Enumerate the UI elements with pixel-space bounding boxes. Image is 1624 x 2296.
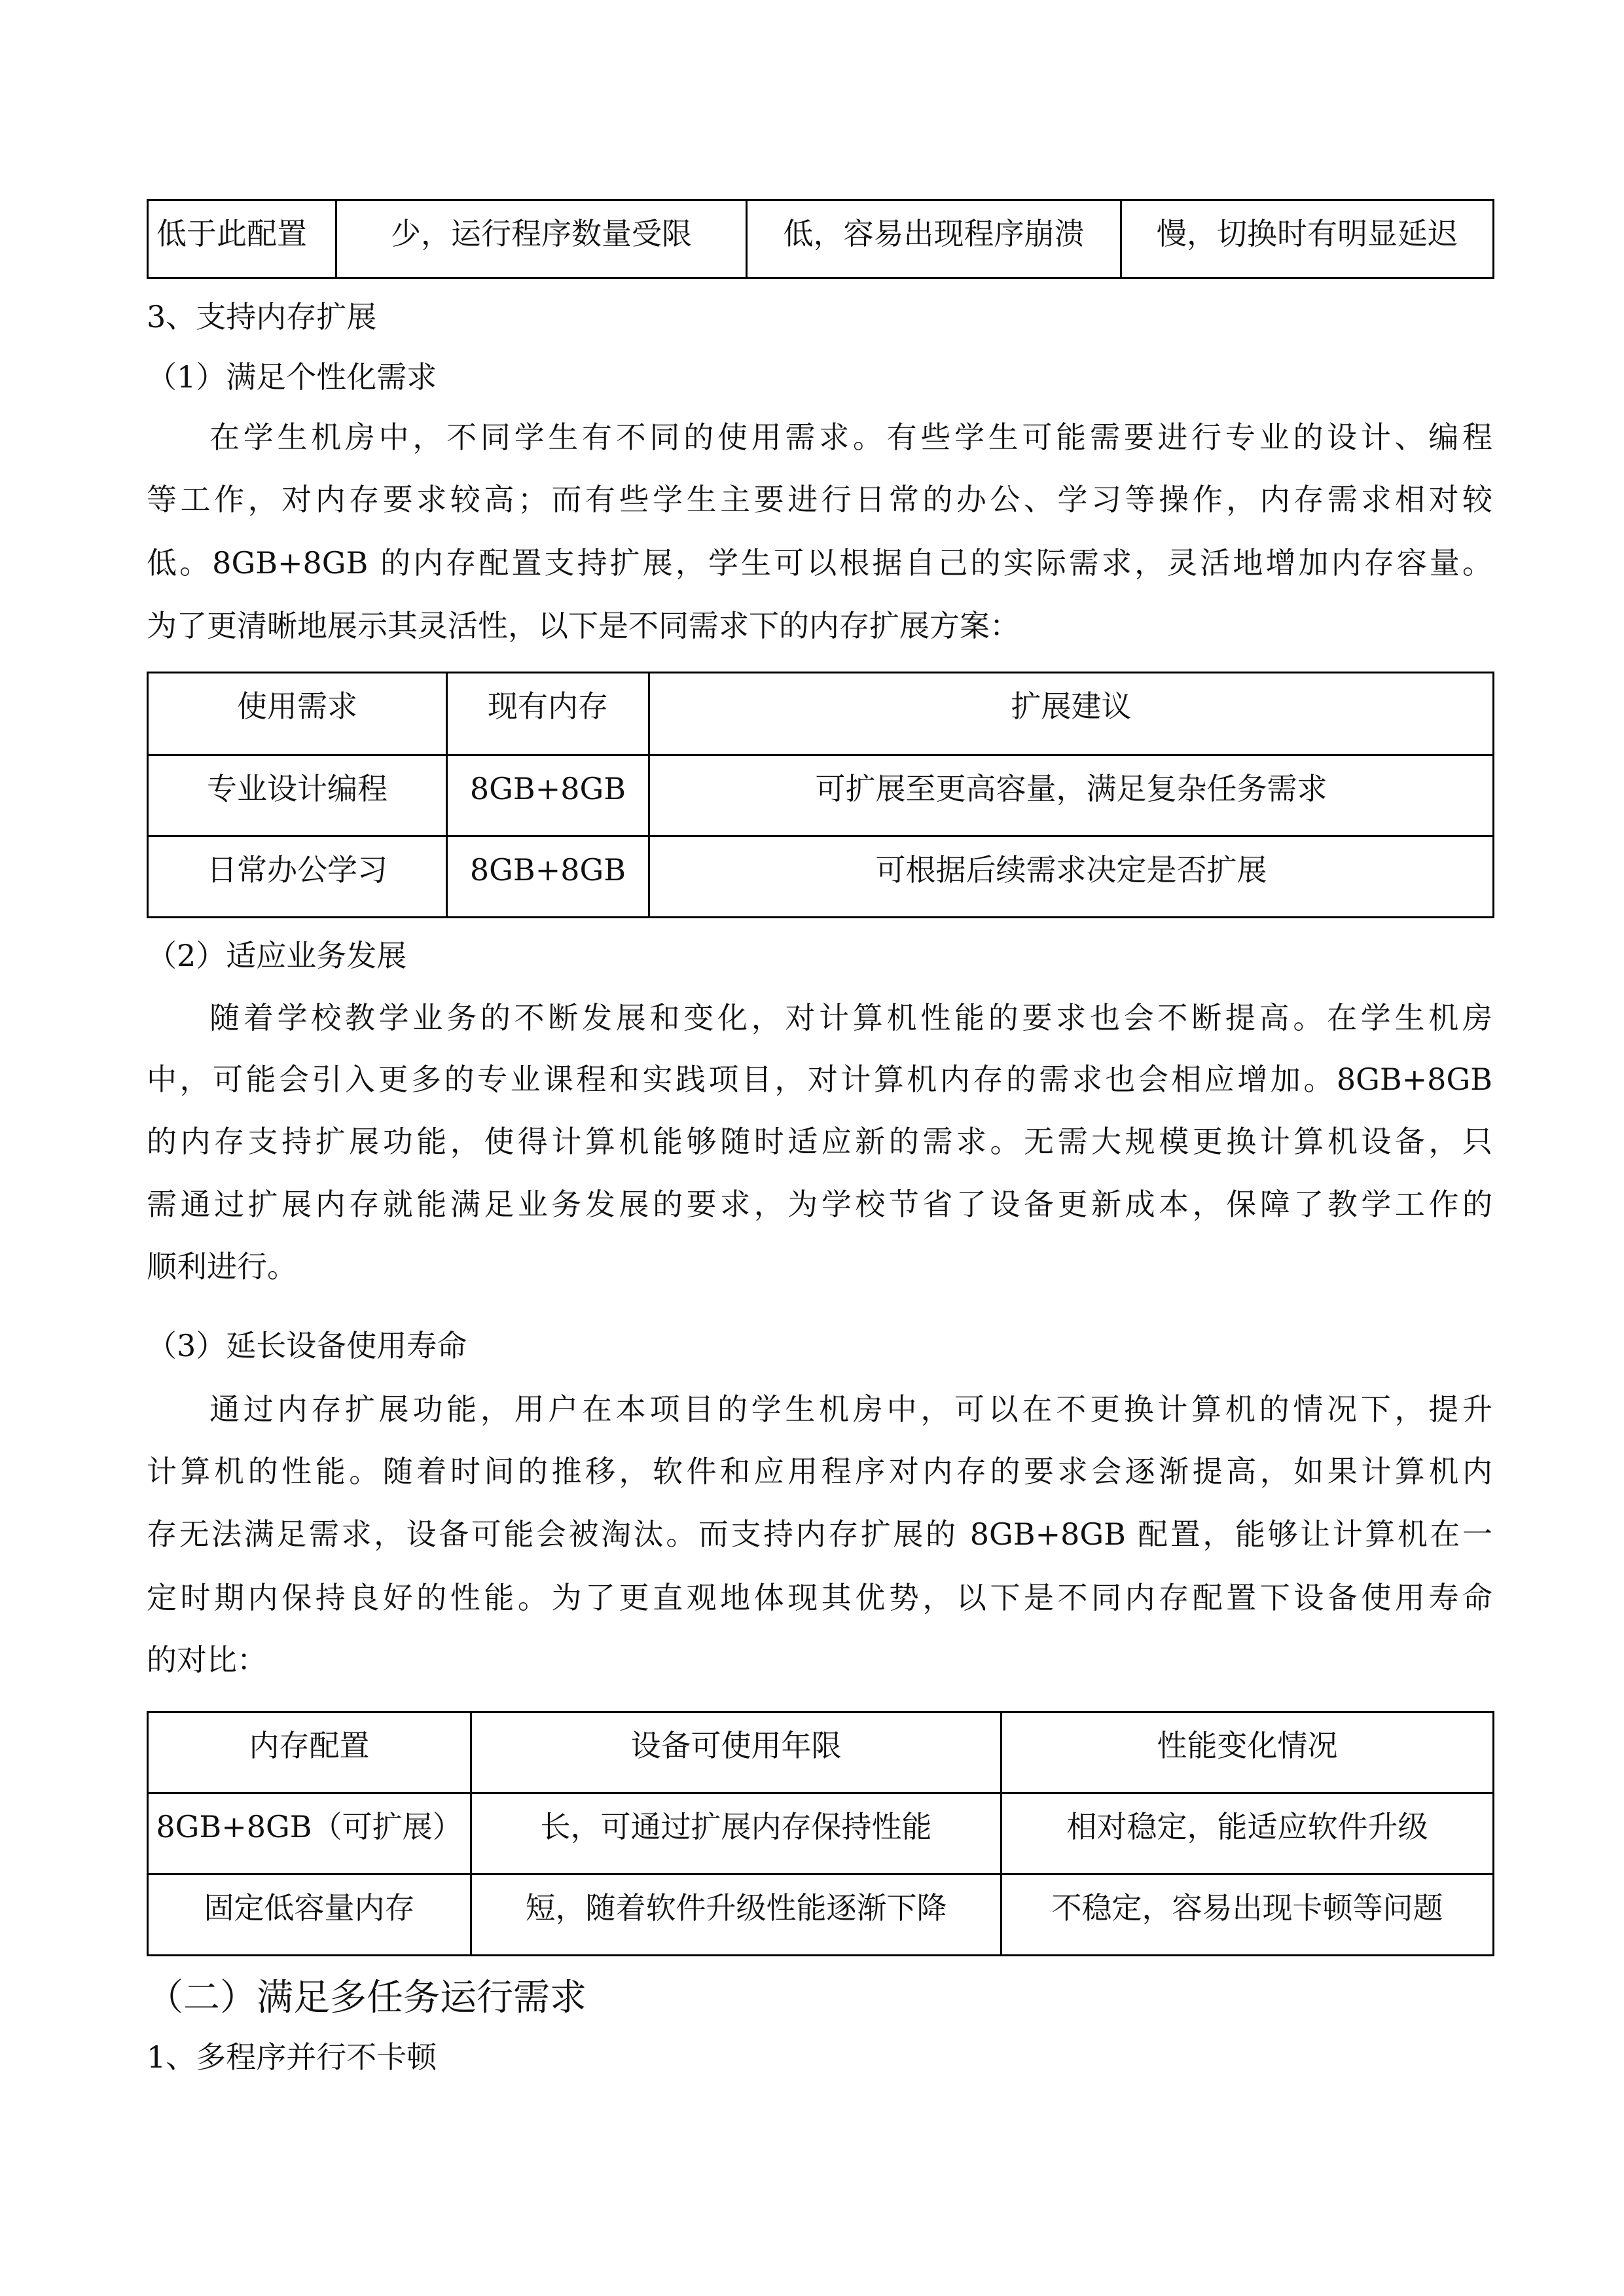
paragraph-line: 定时期内保持良好的性能。为了更直观地体现其优势，以下是不同内存配置下设备使用寿命 xyxy=(147,1580,1492,1615)
table-cell: 8GB+8GB xyxy=(447,755,649,836)
table-header: 扩展建议 xyxy=(649,673,1494,755)
table-header: 内存配置 xyxy=(148,1712,471,1793)
table-header-row xyxy=(148,673,1494,755)
subsection-heading: （3）延长设备使用寿命 xyxy=(147,1328,467,1363)
table-row xyxy=(148,836,1494,918)
table-cell: 少，运行程序数量受限 xyxy=(336,200,747,278)
paragraph-line: 存无法满足需求，设备可能会被淘汰。而支持内存扩展的 8GB+8GB 配置，能够让计算机在一 xyxy=(147,1516,1492,1552)
table-cell: 相对稳定，能适应软件升级 xyxy=(1001,1793,1494,1874)
paragraph-line: 等工作，对内存要求较高；而有些学生主要进行日常的办公、学习等操作，内存需求相对较 xyxy=(147,482,1492,517)
table-cell: 专业设计编程 xyxy=(148,755,447,836)
paragraph-line: 通过内存扩展功能，用户在本项目的学生机房中，可以在不更换计算机的情况下，提升 xyxy=(209,1391,1492,1427)
table-row xyxy=(148,200,1494,278)
subsection-heading: （2）适应业务发展 xyxy=(147,938,407,973)
chapter-heading: （二）满足多任务运行需求 xyxy=(147,1977,586,2019)
previous-comparison-table xyxy=(147,199,1494,279)
memory-expansion-table xyxy=(147,672,1494,918)
paragraph-line: 的对比： xyxy=(147,1642,267,1677)
table-header: 设备可使用年限 xyxy=(471,1712,1001,1793)
paragraph-line: 中，可能会引入更多的专业课程和实践项目，对计算机内存的需求也会相应增加。8GB+8GB xyxy=(147,1062,1492,1097)
table-cell: 慢，切换时有明显延迟 xyxy=(1121,200,1494,278)
table-header: 现有内存 xyxy=(447,673,649,755)
table-cell: 可根据后续需求决定是否扩展 xyxy=(649,836,1494,918)
paragraph-line: 的内存支持扩展功能，使得计算机能够随时适应新的需求。无需大规模更换计算机设备，只 xyxy=(147,1124,1492,1159)
lifespan-comparison-table xyxy=(147,1711,1494,1956)
section-heading: 3、支持内存扩展 xyxy=(147,299,377,334)
section-heading: 1、多程序并行不卡顿 xyxy=(147,2039,437,2075)
paragraph-line: 随着学校教学业务的不断发展和变化，对计算机性能的要求也会不断提高。在学生机房 xyxy=(209,1000,1492,1035)
paragraph-line: 顺利进行。 xyxy=(147,1249,297,1284)
table-row xyxy=(148,1793,1494,1874)
table-cell: 低于此配置 xyxy=(148,200,336,278)
paragraph-line: 为了更清晰地展示其灵活性，以下是不同需求下的内存扩展方案： xyxy=(147,608,1020,643)
table-row xyxy=(148,755,1494,836)
table-cell: 可扩展至更高容量，满足复杂任务需求 xyxy=(649,755,1494,836)
table-header: 性能变化情况 xyxy=(1001,1712,1494,1793)
table-cell: 长，可通过扩展内存保持性能 xyxy=(471,1793,1001,1874)
table-row xyxy=(148,1874,1494,1956)
table-cell: 8GB+8GB（可扩展） xyxy=(148,1793,471,1874)
table-cell: 低，容易出现程序崩溃 xyxy=(747,200,1121,278)
paragraph-line: 低。8GB+8GB 的内存配置支持扩展，学生可以根据自己的实际需求，灵活地增加内存容量。 xyxy=(147,545,1492,581)
table-cell: 8GB+8GB xyxy=(447,836,649,918)
table-cell: 固定低容量内存 xyxy=(148,1874,471,1956)
subsection-heading: （1）满足个性化需求 xyxy=(147,359,437,395)
table-cell: 日常办公学习 xyxy=(148,836,447,918)
table-header-row xyxy=(148,1712,1494,1793)
table-cell: 短，随着软件升级性能逐渐下降 xyxy=(471,1874,1001,1956)
paragraph-line: 计算机的性能。随着时间的推移，软件和应用程序对内存的要求会逐渐提高，如果计算机内 xyxy=(147,1454,1492,1489)
paragraph-line: 需通过扩展内存就能满足业务发展的要求，为学校节省了设备更新成本，保障了教学工作的 xyxy=(147,1187,1492,1222)
table-header: 使用需求 xyxy=(148,673,447,755)
paragraph-line: 在学生机房中，不同学生有不同的使用需求。有些学生可能需要进行专业的设计、编程 xyxy=(209,420,1492,455)
table-cell: 不稳定，容易出现卡顿等问题 xyxy=(1001,1874,1494,1956)
